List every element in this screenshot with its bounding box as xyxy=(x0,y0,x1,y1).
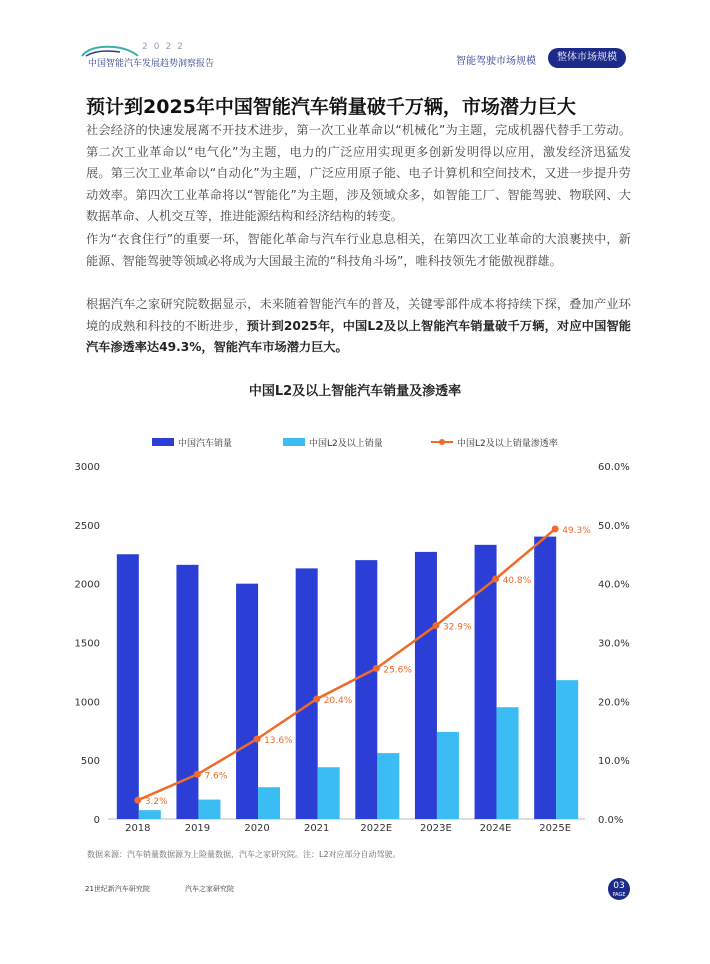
chart-title: 中国L2及以上智能汽车销量及渗透率 xyxy=(248,384,462,399)
bar-vehicle-sales xyxy=(117,554,139,819)
point-penetration-rate xyxy=(254,735,261,742)
sales-penetration-chart xyxy=(0,395,710,855)
footer-logo-autohome-research: 汽车之家研究院 xyxy=(185,885,234,893)
bar-l2-sales xyxy=(556,680,578,819)
legend-swatch-2 xyxy=(283,438,305,446)
legend-label-3: 中国L2及以上销量渗透率 xyxy=(457,439,558,449)
bar-l2-sales xyxy=(258,787,280,819)
bar-l2-sales xyxy=(437,732,459,819)
paragraph-3-highlight: 预计到2025年，中国L2及以上智能汽车销量破千万辆，对应中国智能汽车渗透率达49.3%，智能汽车市场潜力巨大。 xyxy=(86,318,631,354)
data-label-penetration-rate: 13.6% xyxy=(264,735,293,746)
x-tick-label: 2025E xyxy=(539,823,572,834)
data-label-penetration-rate: 20.4% xyxy=(323,695,353,706)
bar-l2-sales xyxy=(318,767,340,819)
data-label-penetration-rate: 7.6% xyxy=(204,771,228,782)
legend-swatch-1 xyxy=(152,438,174,446)
bar-l2-sales xyxy=(198,800,220,819)
y-left-tick-label: 3000 xyxy=(74,462,100,473)
page-number-badge xyxy=(608,878,630,900)
point-penetration-rate xyxy=(194,771,201,778)
data-label-penetration-rate: 25.6% xyxy=(383,665,412,676)
bar-l2-sales xyxy=(377,753,399,819)
y-right-tick-label: 50.0% xyxy=(598,520,630,532)
paragraph-1: 社会经济的快速发展离不开技术进步，第一次工业革命以“机械化”为主题，完成机器代替手工劳动。第二次工业革命以“电气化”为主题，电力的广泛应用实现更多创新发明得以应用，激发经济迅猛发展。第三次工业革命以“自动化”为主题，广泛应用原子能、电子计算机和空间技术，又进一步提升劳动效率。第四次工业革命将以“智能化”为主题，涉及领域众多，如智能工厂、智能驾驶、物联网、大数据革命、人机交互等，推进能源结构和经济结构的转变。 xyxy=(86,123,631,223)
bar-vehicle-sales xyxy=(415,552,437,819)
point-penetration-rate xyxy=(134,797,141,804)
report-logo xyxy=(80,44,250,70)
x-tick-label: 2021 xyxy=(303,823,330,834)
page-title: 预计到2025年中国智能汽车销量破千万辆，市场潜力巨大 xyxy=(86,96,576,118)
nav-overall-market-pill[interactable]: 整体市场规模 xyxy=(548,48,626,68)
point-penetration-rate xyxy=(492,575,499,582)
legend-label-1: 中国汽车销量 xyxy=(178,439,233,449)
legend-marker-3 xyxy=(439,439,445,445)
logo-year: 2022 xyxy=(142,42,189,52)
legend-label-2: 中国L2及以上销量 xyxy=(309,439,383,449)
data-label-penetration-rate: 3.2% xyxy=(144,797,168,808)
y-left-tick-label: 1000 xyxy=(74,697,100,709)
y-right-tick-label: 0.0% xyxy=(598,815,624,826)
x-tick-label: 2024E xyxy=(479,823,512,834)
y-left-tick-label: 0 xyxy=(93,815,100,826)
point-penetration-rate xyxy=(373,665,380,672)
footer-logos xyxy=(85,884,285,904)
page-word: PAGE xyxy=(612,892,626,898)
data-label-penetration-rate: 49.3% xyxy=(562,525,591,536)
x-tick-label: 2019 xyxy=(184,823,211,834)
y-left-tick-label: 500 xyxy=(80,756,100,768)
x-tick-label: 2020 xyxy=(244,823,270,834)
x-tick-label: 2023E xyxy=(420,823,452,834)
y-left-tick-label: 1500 xyxy=(74,638,100,650)
point-penetration-rate xyxy=(313,695,320,702)
nav-market-size[interactable]: 智能驾驶市场规模 xyxy=(456,56,536,67)
logo-text: 中国智能汽车发展趋势洞察报告 xyxy=(88,59,215,69)
paragraph-2: 作为“衣食住行”的重要一环，智能化革命与汽车行业息息相关，在第四次工业革命的大浪裹挟中，新能源、智能驾驶等领域必将成为大国最主流的“科技角斗场”，唯科技领先才能傲视群雄。 xyxy=(86,232,631,268)
y-right-tick-label: 60.0% xyxy=(598,462,630,473)
point-penetration-rate xyxy=(432,622,439,629)
bar-l2-sales xyxy=(497,707,519,819)
y-right-tick-label: 40.0% xyxy=(598,579,630,591)
footer-logo-21st-century: 21世纪新汽车研究院 xyxy=(85,885,150,893)
y-right-tick-label: 20.0% xyxy=(598,697,630,709)
bar-vehicle-sales xyxy=(236,584,258,819)
y-left-tick-label: 2500 xyxy=(74,520,100,532)
y-right-tick-label: 10.0% xyxy=(598,756,630,768)
bar-vehicle-sales xyxy=(296,568,318,819)
point-penetration-rate xyxy=(552,525,559,532)
data-label-penetration-rate: 40.8% xyxy=(502,575,532,586)
y-left-tick-label: 2000 xyxy=(74,579,100,591)
y-right-tick-label: 30.0% xyxy=(598,638,630,650)
bar-l2-sales xyxy=(139,810,161,819)
page-number: 03 xyxy=(613,881,625,891)
paragraph-3 xyxy=(86,294,631,359)
x-tick-label: 2018 xyxy=(125,823,151,834)
bar-vehicle-sales xyxy=(355,560,377,819)
data-source-note: 数据来源：汽车销量数据源为上险量数据，汽车之家研究院。注：L2对应部分自动驾驶。 xyxy=(87,850,401,859)
x-tick-label: 2022E xyxy=(360,823,393,834)
page-header xyxy=(0,0,710,80)
bar-vehicle-sales xyxy=(534,537,556,819)
paragraph-3-text: 根据汽车之家研究院数据显示，未来随着智能汽车的普及，关键零部件成本将持续下探，叠加产业环境的成熟和科技的不断进步， xyxy=(86,297,631,333)
data-label-penetration-rate: 32.9% xyxy=(442,622,472,633)
